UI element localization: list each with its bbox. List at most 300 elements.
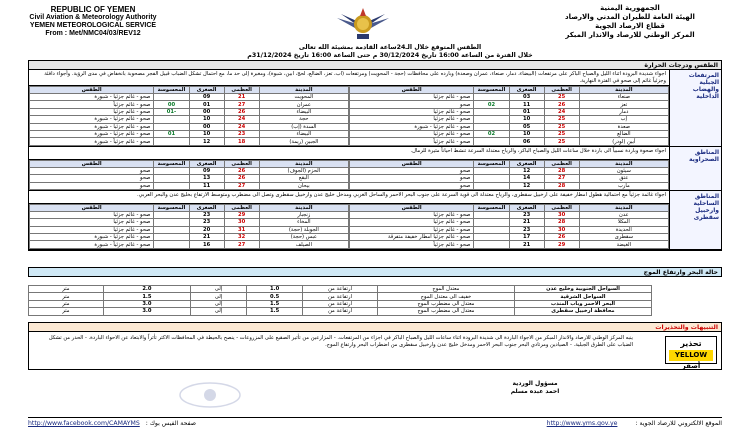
center-name-ar: المركز الوطني للارصاد والانذار المبكر [565, 31, 695, 39]
warnings-header: التنبيهات والتحذيرات [28, 322, 722, 332]
felt-temp [474, 138, 509, 145]
max-temp: 28 [544, 167, 579, 174]
max-temp: 26 [544, 234, 579, 241]
max-temp: 26 [224, 108, 259, 115]
city-name: زنجبار [259, 211, 348, 218]
table-header-row [350, 87, 669, 94]
sector-name-ar: قطاع الارصاد الجوية [595, 22, 665, 30]
region-label: المرتفعات الجبلية والهضاب الداخلية [669, 70, 721, 146]
city-row [350, 241, 669, 248]
col-header-min2: المحسوسة [474, 160, 509, 167]
felt-temp [474, 167, 509, 174]
city-row [30, 175, 349, 182]
min-temp: 09 [189, 94, 224, 101]
col-header-weather: الطقس [350, 204, 474, 211]
max-temp: 24 [224, 123, 259, 130]
region-body [29, 191, 669, 249]
felt-temp [154, 234, 189, 241]
city-row [30, 94, 349, 101]
min-temp: 14 [509, 175, 544, 182]
sea-area: البحر الاحمر وباب المندب [514, 300, 651, 307]
weather-desc: صحو - غائم جزئياً - شبورة [30, 130, 154, 137]
felt-temp [474, 94, 509, 101]
weather-desc: صحو - غائم جزئياً - شبورة [30, 94, 154, 101]
min-temp: 01 [509, 108, 544, 115]
sea-state: خفيف الى معتدل الموج [377, 293, 514, 300]
city-row [30, 182, 349, 189]
sea-to-label: إلى [191, 300, 247, 307]
col-header-city: المدينة [579, 87, 668, 94]
city-row [350, 211, 669, 218]
region-body [29, 70, 669, 146]
city-name: صعدة [579, 123, 668, 130]
col-header-weather: الطقس [30, 160, 154, 167]
col-header-max: العظمى [544, 204, 579, 211]
felt-temp [154, 182, 189, 189]
form-code: From : Met/NMC04/03/REV12 [45, 30, 141, 37]
min-temp: 05 [509, 123, 544, 130]
city-row [30, 138, 349, 145]
sea-row [29, 286, 652, 293]
felt-temp [474, 116, 509, 123]
signature-block [490, 380, 580, 396]
max-temp: 26 [224, 167, 259, 174]
min-temp: 10 [189, 130, 224, 137]
weather-desc: صحو - غائم جزئياً [350, 241, 474, 248]
min-temp: 00 [189, 123, 224, 130]
felt-temp [154, 175, 189, 182]
warnings-box [28, 332, 722, 370]
city-name: الضالع [579, 130, 668, 137]
region-tables [29, 160, 669, 190]
felt-temp [474, 226, 509, 233]
city-row [30, 226, 349, 233]
min-temp: 12 [509, 182, 544, 189]
felt-temp: 00 [154, 101, 189, 108]
city-row [30, 130, 349, 137]
sea-row [29, 293, 652, 300]
sea-from-label: ارتفاعة من [303, 293, 378, 300]
max-temp: 25 [544, 130, 579, 137]
sea-height-max: 2.0 [103, 286, 190, 293]
header-english [8, 6, 178, 38]
col-header-max: العظمى [224, 160, 259, 167]
forecast-period: خلال الفترة من الساعة 16:00 تاريخ 30/12/2024 م حتى الساعة 16:00 تاريخ 31/12/2024م [247, 51, 533, 59]
sea-from-label: ارتفاعة من [303, 286, 378, 293]
max-temp: 18 [224, 138, 259, 145]
city-name: عمران [259, 101, 348, 108]
col-header-max: العظمى [544, 160, 579, 167]
min-temp: 09 [189, 167, 224, 174]
max-temp: 27 [224, 241, 259, 248]
min-temp: 12 [189, 138, 224, 145]
warning-level-yellow: YELLOW أصفر [669, 350, 713, 361]
sea-height-min: 0.5 [247, 293, 303, 300]
sea-state-table [28, 285, 652, 316]
max-temp: 30 [224, 219, 259, 226]
felt-temp [154, 219, 189, 226]
col-header-max: العظمى [224, 87, 259, 94]
city-name: الجبين (ريمة) [259, 138, 348, 145]
max-temp: 32 [224, 234, 259, 241]
col-header-city: المدينة [579, 160, 668, 167]
weather-desc: صحو - غائم جزئياً [350, 94, 474, 101]
min-temp: 20 [189, 226, 224, 233]
city-row [350, 234, 669, 241]
city-name: أبين (لودر) [579, 138, 668, 145]
facebook-label: صفحة الفيس بوك : [145, 420, 196, 427]
right-city-table [349, 204, 669, 249]
min-temp: 06 [509, 138, 544, 145]
felt-temp [154, 138, 189, 145]
felt-temp: 02 [474, 130, 509, 137]
felt-temp [474, 219, 509, 226]
sea-height-min: 1.5 [247, 308, 303, 315]
official-stamp [150, 382, 270, 422]
min-temp: 21 [509, 241, 544, 248]
sea-unit: متر [29, 300, 104, 307]
warning-level-badge [665, 336, 717, 370]
felt-temp: 02 [474, 101, 509, 108]
sea-state: معتدل الموج [377, 286, 514, 293]
right-city-table [349, 86, 669, 146]
max-temp: 26 [224, 175, 259, 182]
max-temp: 29 [544, 241, 579, 248]
city-name: عدن [579, 211, 668, 218]
city-row [30, 101, 349, 108]
max-temp: 21 [224, 94, 259, 101]
max-temp: 27 [224, 101, 259, 108]
table-header-row [30, 87, 349, 94]
weather-desc: صحو - غائم جزئياً [30, 226, 154, 233]
col-header-city: المدينة [259, 204, 348, 211]
region-tables [29, 86, 669, 146]
max-temp: 26 [544, 101, 579, 108]
city-row [350, 108, 669, 115]
felt-temp [474, 241, 509, 248]
weather-desc: صحو - غائم جزئياً [30, 108, 154, 115]
city-row [350, 226, 669, 233]
footer [28, 417, 722, 427]
felt-temp [154, 116, 189, 123]
region-block [29, 191, 721, 250]
city-row [350, 94, 669, 101]
table-header-row [30, 204, 349, 211]
min-temp: 21 [509, 219, 544, 226]
felt-temp [474, 182, 509, 189]
forecast-title-line1: الطقس المتوقع خلال الـ24ساعة القادمة بمشيئة الله تعالى [298, 44, 482, 51]
city-name: إب [579, 116, 668, 123]
weather-desc: صحو - غائم جزئياً [350, 226, 474, 233]
signature-role: مسؤول الوردية [512, 380, 558, 387]
city-name: صنعاء [579, 94, 668, 101]
min-temp: 03 [509, 94, 544, 101]
min-temp: 10 [509, 116, 544, 123]
city-row [350, 138, 669, 145]
sea-to-label: إلى [191, 286, 247, 293]
sea-height-max: 3.0 [103, 308, 190, 315]
sea-unit: متر [29, 293, 104, 300]
col-header-weather: الطقس [30, 204, 154, 211]
website-label: الموقع الالكتروني للارصاد الجوية : [635, 420, 722, 427]
min-temp: 01 [189, 101, 224, 108]
sea-unit: متر [29, 286, 104, 293]
weather-desc: صحو - غائم جزئياً - شبورة [30, 123, 154, 130]
region-tables [29, 204, 669, 249]
felt-temp [154, 123, 189, 130]
authority-logo-icon [335, 4, 391, 44]
country-name-ar: الجمهورية اليمنية [600, 4, 660, 12]
weather-desc: صحو - غائم جزئياً - شبورة [30, 138, 154, 145]
sea-from-label: ارتفاعة من [303, 308, 378, 315]
city-row [30, 116, 349, 123]
city-name: المخاء [259, 219, 348, 226]
felt-temp [474, 211, 509, 218]
city-name: المحويت [259, 94, 348, 101]
city-name: سقطرى [579, 234, 668, 241]
facebook-link[interactable]: http://www.facebook.com/CAMAYMS [28, 420, 140, 427]
min-temp: 12 [509, 167, 544, 174]
felt-temp [154, 211, 189, 218]
footer-website [547, 420, 722, 427]
felt-temp [474, 234, 509, 241]
col-header-max: العظمى [224, 204, 259, 211]
min-temp: 00 [189, 108, 224, 115]
sea-height-min: 1.5 [247, 300, 303, 307]
weather-desc: صحو - غائم جزئياً [350, 211, 474, 218]
col-header-min2: المحسوسة [154, 160, 189, 167]
region-label: المناطق الصحراوية [669, 147, 721, 190]
sea-state: معتدل الى مضطرب الموج [377, 300, 514, 307]
table-header-row [350, 204, 669, 211]
city-name: الصيلف [259, 241, 348, 248]
min-temp: 13 [189, 175, 224, 182]
sea-unit: متر [29, 308, 104, 315]
city-name: البيضاء [259, 130, 348, 137]
city-row [350, 101, 669, 108]
weather-desc: صحو - غائم جزئياً [350, 219, 474, 226]
left-city-table [29, 204, 349, 249]
min-temp: 17 [509, 234, 544, 241]
warning-level-ar: تحذير [680, 339, 702, 348]
city-row [30, 219, 349, 226]
weather-desc: صحو - غائم جزئياً - شبورة [30, 116, 154, 123]
col-header-min: الصغرى [189, 87, 224, 94]
sea-to-label: إلى [191, 308, 247, 315]
felt-temp [474, 123, 509, 130]
weather-desc: صحو - غائم جزئياً - شبورة [350, 123, 474, 130]
right-city-table [349, 160, 669, 190]
city-row [30, 234, 349, 241]
felt-temp [154, 167, 189, 174]
region-label: المناطق الساحلية وارخبيل سقطرى [669, 191, 721, 249]
city-name: الغيضة [579, 241, 668, 248]
felt-temp [474, 175, 509, 182]
city-name: البقع [259, 175, 348, 182]
left-city-table [29, 86, 349, 146]
city-name: عتق [579, 175, 668, 182]
table-header-row [350, 160, 669, 167]
felt-temp [154, 241, 189, 248]
max-temp: 23 [224, 130, 259, 137]
stamp-emblem-icon [150, 382, 270, 408]
weather-desc: صحو - غائم جزئياً [350, 138, 474, 145]
weather-desc: صحو - غائم جزئياً [30, 211, 154, 218]
region-note: اجواء غائمة جزئياً مع احتمالية هطول امطار خفيفة على ارخبيل سقطرى، والرياح معتدلة الى قوية السرعة على جنوب البحر الاحمر والساحل الغربي ومدخل خليج عدن وارخبيل سقطرى وتصل الى مضطرب ومتوسط الارتفاع بخليج عدن والبحر العربي. [29, 191, 669, 204]
sea-section-header: حالة البحر وارتفاع الموج [28, 267, 722, 277]
weather-desc: صحو - غائم جزئياً امطار خفيفة متفرقة [350, 234, 474, 241]
header-arabic [550, 4, 710, 40]
col-header-city: المدينة [259, 87, 348, 94]
max-temp: 24 [544, 108, 579, 115]
col-header-max: العظمى [544, 87, 579, 94]
weather-desc: صحو [30, 182, 154, 189]
city-row [350, 219, 669, 226]
city-row [30, 123, 349, 130]
max-temp: 27 [544, 175, 579, 182]
weather-desc: صحو - غائم جزئياً [30, 219, 154, 226]
city-row [350, 182, 669, 189]
max-temp: 25 [544, 116, 579, 123]
city-row [30, 241, 349, 248]
weather-section [28, 60, 722, 251]
min-temp: 21 [189, 234, 224, 241]
forecast-title [200, 44, 580, 59]
region-note: اجواء صحوة وباردة نسبياً الى باردة خلال ساعات الليل والصباح الباكر، والرياح معتدلة السرعة تنشط احياناً مثيرة للرمال. [29, 147, 669, 160]
authority-name-ar: الهيئة العامة للطيران المدني والارصاد [565, 13, 695, 21]
city-name: الجوبلة (حجة) [259, 226, 348, 233]
col-header-city: المدينة [579, 204, 668, 211]
felt-temp [154, 94, 189, 101]
max-temp: 31 [224, 226, 259, 233]
city-name: السدة (إب) [259, 123, 348, 130]
min-temp: 16 [189, 241, 224, 248]
city-row [350, 175, 669, 182]
col-header-weather: الطقس [350, 160, 474, 167]
col-header-min2: المحسوسة [474, 204, 509, 211]
col-header-min2: المحسوسة [154, 204, 189, 211]
min-temp: 23 [509, 211, 544, 218]
city-name: بيحان [259, 182, 348, 189]
col-header-min2: المحسوسة [154, 87, 189, 94]
city-name: تعز [579, 101, 668, 108]
signature-name: احمد عبده مسلم [510, 388, 560, 395]
col-header-city: المدينة [259, 160, 348, 167]
city-row [350, 167, 669, 174]
weather-desc: صحو - غائم جزئياً [30, 101, 154, 108]
sea-height-min: 1.0 [247, 286, 303, 293]
city-name: عبس (حجة) [259, 234, 348, 241]
region-block [29, 70, 721, 147]
sea-height-max: 3.0 [103, 300, 190, 307]
max-temp: 30 [544, 211, 579, 218]
region-body [29, 147, 669, 190]
max-temp: 25 [544, 138, 579, 145]
authority-name: Civil Aviation & Meteorology Authority [29, 14, 157, 21]
city-row [30, 108, 349, 115]
col-header-weather: الطقس [350, 87, 474, 94]
sea-row [29, 308, 652, 315]
felt-temp [154, 226, 189, 233]
weather-desc: صحو [350, 182, 474, 189]
col-header-min: الصغرى [189, 160, 224, 167]
col-header-min2: المحسوسة [474, 87, 509, 94]
weather-desc: صحو - غائم جزئياً - شبورة [30, 234, 154, 241]
sea-state: معتدل الى مضطرب الموج [377, 308, 514, 315]
website-link[interactable]: http://www.yms.gov.ye [546, 420, 618, 427]
city-row [30, 167, 349, 174]
city-name: البيضاء [259, 108, 348, 115]
max-temp: 29 [224, 211, 259, 218]
max-temp: 25 [544, 123, 579, 130]
col-header-min: الصغرى [189, 204, 224, 211]
city-name: حجة [259, 116, 348, 123]
sea-area: محافظة ارخبيل سقطرى [514, 308, 651, 315]
city-row [350, 123, 669, 130]
section-header: الطقس ودرجات الحرارة [29, 61, 721, 70]
weather-desc: صحو [350, 175, 474, 182]
weather-desc: صحو [350, 167, 474, 174]
min-temp: 23 [189, 211, 224, 218]
col-header-min: الصغرى [509, 204, 544, 211]
warning-text: ينبه المركز الوطني للارصاد والانذار المبكر من الاجواء الباردة الى شديدة البرودة اثناء ساعات الليل والصباح الباكر في اجزاء من المرتفعات. - المزارعين من تأثير الصقيع على المزروعات - ينصح بالحيطة في المحافظات الاكثر تأثراً والابتعاد عن الاحواء الباردة. - الحذر من تشكل الضباب على الطرق الجبلية. - الصيادين ومرتادي البحر جنوب البحر الاحمر ومدخل خليج عدن وارخبيل سقطرى من اضطراب البحر وارتفاع الموج. [48, 335, 633, 348]
regions-container [29, 70, 721, 250]
footer-facebook [28, 420, 196, 427]
city-name: سيئون [579, 167, 668, 174]
service-name: YEMEN METEOROLOGICAL SERVICE [29, 22, 157, 29]
sea-to-label: إلى [191, 293, 247, 300]
region-note: اجواء شديدة البرودة اثناء الليل والصباح الباكر على مرتفعات (البيضاء، ذمار، صنعاء، عمران وصعدة) وبارده على محافظات (حجة - المحويت) ومرتفعات (اب، تعز، الضالع، لحج، ابين، شبوة)، ومغبرة إلى حد ما، مع احتمال تشكل الضباب قبيل الفجر مصحوبة بانخفاض في مدى الرؤية. وأجواء دافئة وجزئياً غائم إلى صحو في الفترة النهارية. [29, 70, 669, 86]
min-temp: 10 [189, 116, 224, 123]
weather-desc: صحو [30, 175, 154, 182]
max-temp: 25 [544, 94, 579, 101]
weather-desc: صحو - غائم جزئياً [350, 116, 474, 123]
city-row [30, 211, 349, 218]
country-name: REPUBLIC OF YEMEN [50, 5, 136, 14]
city-row [350, 130, 669, 137]
table-header-row [30, 160, 349, 167]
min-temp: 11 [509, 101, 544, 108]
sea-height-max: 1.5 [103, 293, 190, 300]
city-name: الحديدة [579, 226, 668, 233]
min-temp: 11 [189, 182, 224, 189]
weather-desc: صحو - غائم جزئياً - شبورة [30, 241, 154, 248]
city-row [350, 116, 669, 123]
col-header-min: الصغرى [509, 87, 544, 94]
felt-temp: -01 [154, 108, 189, 115]
city-name: المكلا [579, 219, 668, 226]
city-name: مأرب [579, 182, 668, 189]
max-temp: 28 [544, 182, 579, 189]
max-temp: 28 [544, 219, 579, 226]
city-name: الحزم (الجوف) [259, 167, 348, 174]
min-temp: 10 [509, 130, 544, 137]
weather-desc: صحو - غائم جزئياً [350, 108, 474, 115]
region-block [29, 147, 721, 191]
max-temp: 27 [224, 182, 259, 189]
weather-desc: صحو - غائم جزئياً [350, 130, 474, 137]
sea-area: السواحل الجنوبية وخليج عدن [514, 286, 651, 293]
felt-temp: 01 [154, 130, 189, 137]
col-header-min: الصغرى [509, 160, 544, 167]
left-city-table [29, 160, 349, 190]
weather-desc: صحو [30, 167, 154, 174]
sea-from-label: ارتفاعة من [303, 300, 378, 307]
weather-desc: صحو [350, 101, 474, 108]
max-temp: 30 [544, 226, 579, 233]
min-temp: 23 [509, 226, 544, 233]
sea-row [29, 300, 652, 307]
